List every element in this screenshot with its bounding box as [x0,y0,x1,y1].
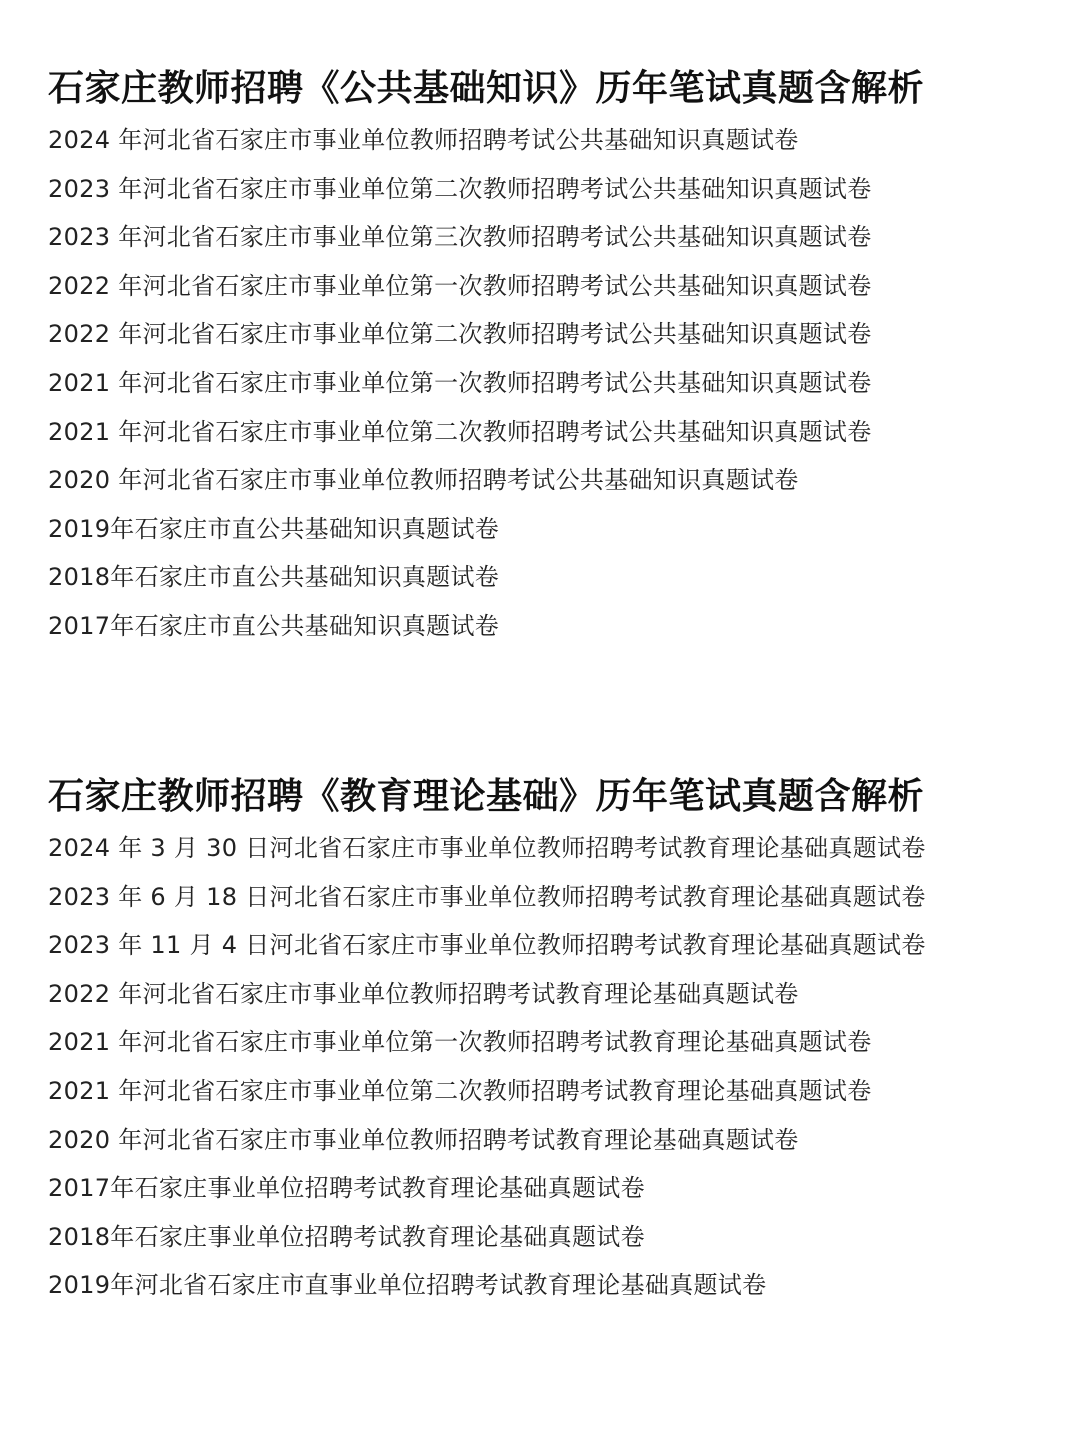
list-item: 2021 年河北省石家庄市事业单位第二次教师招聘考试教育理论基础真题试卷 [48,1076,872,1105]
list-item: 2021 年河北省石家庄市事业单位第二次教师招聘考试公共基础知识真题试卷 [48,417,872,446]
list-item: 2023 年河北省石家庄市事业单位第三次教师招聘考试公共基础知识真题试卷 [48,223,872,252]
list-item: 2020 年河北省石家庄市事业单位教师招聘考试公共基础知识真题试卷 [48,466,799,495]
list-item: 2018年石家庄市直公共基础知识真题试卷 [48,563,500,592]
list-item: 2017年石家庄市直公共基础知识真题试卷 [48,611,500,640]
list-item: 2019年河北省石家庄市直事业单位招聘考试教育理论基础真题试卷 [48,1271,767,1300]
list-item: 2018年石家庄事业单位招聘考试教育理论基础真题试卷 [48,1222,645,1251]
section-education-theory [48,770,1048,1310]
section-title: 石家庄教师招聘《教育理论基础》历年笔试真题含解析 [48,776,925,817]
list-item: 2021 年河北省石家庄市事业单位第一次教师招聘考试公共基础知识真题试卷 [48,368,872,397]
list-item: 2019年石家庄市直公共基础知识真题试卷 [48,514,500,543]
list-item: 2023 年 6 月 18 日河北省石家庄市事业单位教师招聘考试教育理论基础真题试卷 [48,882,926,911]
list-item: 2022 年河北省石家庄市事业单位第二次教师招聘考试公共基础知识真题试卷 [48,320,872,349]
list-item: 2021 年河北省石家庄市事业单位第一次教师招聘考试教育理论基础真题试卷 [48,1028,872,1057]
section-title: 石家庄教师招聘《公共基础知识》历年笔试真题含解析 [48,68,925,109]
list-item: 2024 年 3 月 30 日河北省石家庄市事业单位教师招聘考试教育理论基础真题试卷 [48,834,926,862]
list-item: 2023 年河北省石家庄市事业单位第二次教师招聘考试公共基础知识真题试卷 [48,174,872,203]
list-item: 2020 年河北省石家庄市事业单位教师招聘考试教育理论基础真题试卷 [48,1125,799,1154]
exam-paper-list [48,824,1048,1310]
section-public-knowledge [48,62,1048,651]
list-item: 2022 年河北省石家庄市事业单位第一次教师招聘考试公共基础知识真题试卷 [48,271,872,300]
list-item: 2017年石家庄事业单位招聘考试教育理论基础真题试卷 [48,1174,645,1203]
list-item: 2023 年 11 月 4 日河北省石家庄市事业单位教师招聘考试教育理论基础真题试卷 [48,931,926,960]
list-item: 2024 年河北省石家庄市事业单位教师招聘考试公共基础知识真题试卷 [48,126,799,154]
exam-paper-list [48,116,1048,651]
list-item: 2022 年河北省石家庄市事业单位教师招聘考试教育理论基础真题试卷 [48,979,799,1008]
